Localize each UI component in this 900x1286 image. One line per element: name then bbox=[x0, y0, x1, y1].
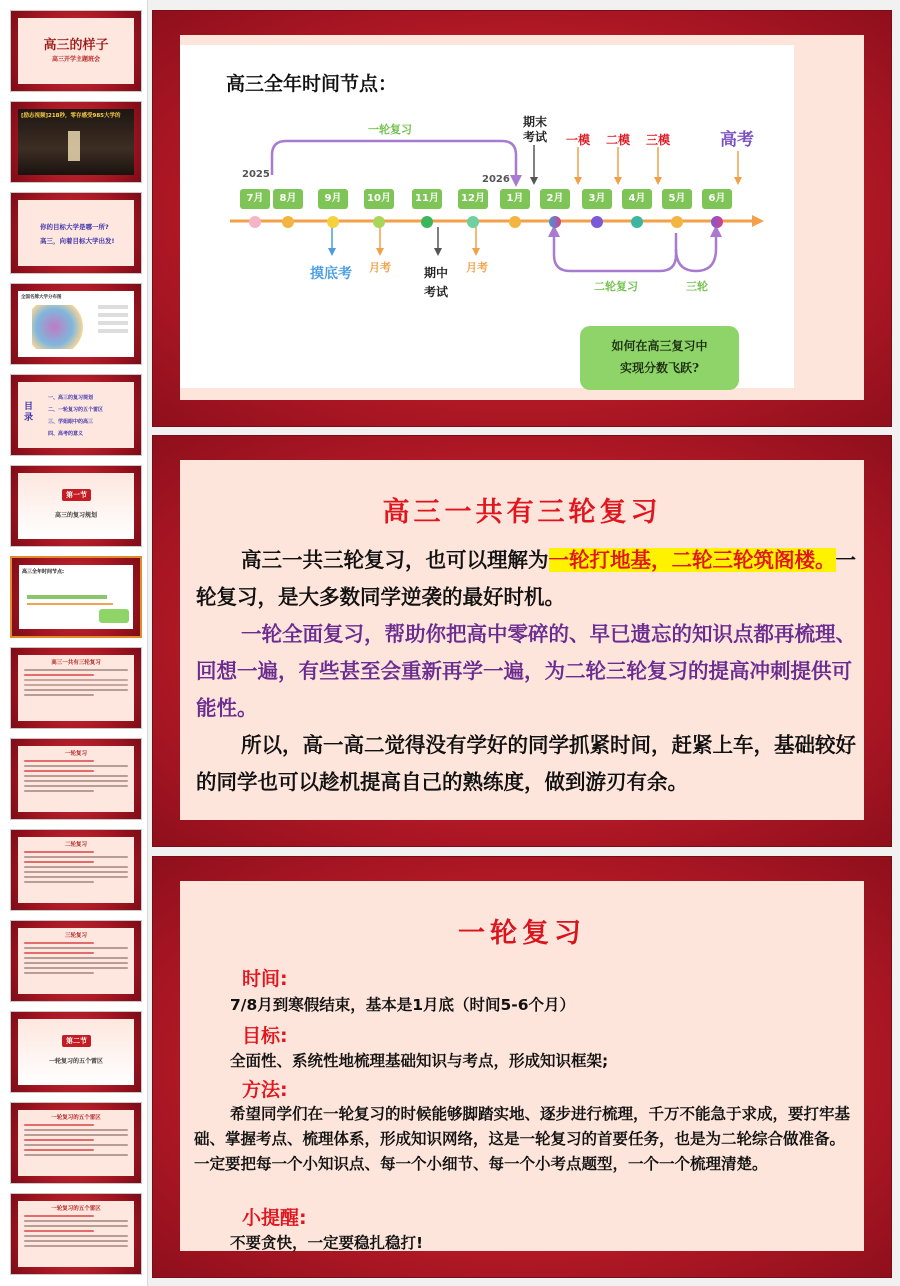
timeline-dot bbox=[373, 216, 385, 228]
timeline-dot bbox=[509, 216, 521, 228]
paragraph-2: 一轮全面复习，帮助你把高中零碎的、早已遗忘的知识点都再梳理、回想一遍，有些甚至会重新再学一遍，为二轮三轮复习的提高冲刺提供可能性。 bbox=[196, 622, 856, 720]
year-start-label: 2025 bbox=[242, 169, 270, 180]
slide-thumbnail-14[interactable] bbox=[10, 1193, 142, 1275]
thumb-caption: 一轮复习的五个雷区 bbox=[51, 1115, 101, 1121]
china-map-image bbox=[32, 305, 88, 349]
thumb-caption: 高三一共有三轮复习 bbox=[51, 660, 101, 666]
thumb-caption: 一轮复习的五个雷区 bbox=[51, 1206, 101, 1212]
paragraph-1 bbox=[196, 542, 860, 616]
final-exam-label: 期末 考试 bbox=[523, 115, 548, 144]
month-box: 2月 bbox=[540, 189, 570, 209]
thumb-subtitle: 高三开学主题班会 bbox=[51, 56, 100, 63]
slide-thumbnail-2[interactable] bbox=[10, 101, 142, 183]
round2-label: 二轮复习 bbox=[594, 280, 638, 293]
thumb-caption: 一轮复习 bbox=[64, 751, 87, 757]
timeline-dot bbox=[282, 216, 294, 228]
timeline-dot bbox=[671, 216, 683, 228]
round2-bracket bbox=[554, 233, 676, 271]
midterm-exam-label: 期中 考试 bbox=[424, 266, 449, 299]
timeline-dot bbox=[421, 216, 433, 228]
month-box: 11月 bbox=[412, 189, 442, 209]
year-mid-label: 2026 bbox=[482, 174, 510, 185]
timeline-dot bbox=[631, 216, 643, 228]
slide-heading: 一轮复习 bbox=[458, 918, 586, 949]
slide-thumbnail-1[interactable] bbox=[10, 10, 142, 92]
monthly-exam-2-label: 月考 bbox=[466, 261, 488, 274]
thumb-section-badge: 第二节 bbox=[62, 1035, 91, 1047]
method-label: 方法: bbox=[242, 1079, 288, 1101]
thumb-title: 高三的样子 bbox=[43, 38, 109, 53]
time-text: 7/8月到寒假结束，基本是1月底（时间5-6个月） bbox=[230, 996, 576, 1014]
slide-thumbnail-5[interactable] bbox=[10, 374, 142, 456]
slide-thumbnail-3[interactable] bbox=[10, 192, 142, 274]
slide-thumbnail-panel bbox=[0, 0, 148, 1286]
slide-thumbnail-12[interactable] bbox=[10, 1011, 142, 1093]
slide-thumbnail-11[interactable] bbox=[10, 920, 142, 1002]
mock2-label: 二模 bbox=[606, 133, 631, 147]
slide-thumbnail-9[interactable] bbox=[10, 738, 142, 820]
timeline-title: 高三全年时间节点： bbox=[226, 73, 398, 95]
thumb-caption: 二轮复习 bbox=[64, 842, 87, 848]
thumb-toc-item: 四、高考的意义 bbox=[48, 431, 84, 437]
callout-text: 如何在高三复习中 实现分数飞跃? bbox=[611, 339, 708, 375]
slide-thumbnail-8[interactable] bbox=[10, 647, 142, 729]
timeline-arrowhead bbox=[752, 215, 764, 227]
thumb-toc-label: 目录 bbox=[24, 402, 34, 423]
slide-thumbnail-7-active[interactable] bbox=[10, 556, 142, 638]
method-text: 希望同学们在一轮复习的时候能够脚踏实地、逐步进行梳理，千万不能急于求成，要打牢基础、掌握考点、梳理体系，形成知识网络，这是一轮复习的首要任务，也是为二轮综合做准备。一定要把每一个小知识点、每一个小细节、每一个小考点题型，一个一个梳理清楚。 bbox=[194, 1105, 851, 1173]
thumb-section-text: 一轮复习的五个雷区 bbox=[48, 1058, 103, 1065]
tip-text: 不要贪快，一定要稳扎稳打! bbox=[230, 1234, 424, 1252]
timeline-dot bbox=[711, 216, 723, 228]
paragraph-1-text-end: 一轮复习，是大多数同学逆袭的最好时机。 bbox=[196, 548, 856, 609]
mock3-label: 三模 bbox=[646, 133, 671, 147]
placement-exam-label: 摸底考 bbox=[310, 266, 352, 282]
month-box: 12月 bbox=[458, 189, 488, 209]
tip-label: 小提醒: bbox=[242, 1207, 307, 1229]
time-label: 时间: bbox=[242, 968, 288, 990]
thumb-section-badge: 第一节 bbox=[62, 489, 91, 501]
paragraph-1-text: 高三一共三轮复习，也可以理解为 bbox=[241, 548, 549, 572]
thumb-line2: 高三，向着目标大学出发! bbox=[40, 237, 115, 245]
month-box: 9月 bbox=[318, 189, 348, 209]
timeline-dot bbox=[327, 216, 339, 228]
month-box: 4月 bbox=[622, 189, 652, 209]
timeline-image bbox=[180, 45, 794, 388]
mock1-label: 一模 bbox=[566, 133, 591, 147]
highlighted-text: 一轮打地基，二轮三轮筑阁楼。 bbox=[548, 548, 836, 572]
slide-three-rounds bbox=[152, 435, 892, 847]
slide-panel bbox=[180, 460, 864, 820]
round1-label: 一轮复习 bbox=[368, 123, 412, 136]
month-box: 7月 bbox=[240, 189, 270, 209]
monthly-exam-1-label: 月考 bbox=[369, 261, 391, 274]
slide-thumbnail-6[interactable] bbox=[10, 465, 142, 547]
month-box: 8月 bbox=[273, 189, 303, 209]
gaokao-label: 高考 bbox=[720, 130, 754, 150]
slide-heading: 高三一共有三轮复习 bbox=[382, 497, 662, 528]
timeline-dot bbox=[591, 216, 603, 228]
slide-thumbnail-4[interactable] bbox=[10, 283, 142, 365]
thumb-section-text: 高三的复习规划 bbox=[54, 512, 97, 519]
paragraph-3: 所以，高一高二觉得没有学好的同学抓紧时间，赶紧上车，基础较好的同学也可以趁机提高自己的熟练度，做到游刃有余。 bbox=[196, 733, 856, 794]
slide-body bbox=[196, 542, 860, 801]
goal-label: 目标: bbox=[242, 1025, 288, 1047]
callout-box bbox=[580, 326, 739, 390]
month-box: 5月 bbox=[662, 189, 692, 209]
thumb-caption: 三轮复习 bbox=[64, 933, 87, 939]
goal-text: 全面性、系统性地梳理基础知识与考点，形成知识框架; bbox=[230, 1052, 609, 1070]
month-box: 10月 bbox=[364, 189, 394, 209]
thumb-line1: 你的目标大学是哪一所? bbox=[40, 223, 109, 231]
round1-bracket bbox=[272, 141, 516, 175]
thumb-toc-item: 一、高三的复习规划 bbox=[48, 395, 94, 401]
slide-round-one bbox=[152, 856, 892, 1278]
slide-thumbnail-10[interactable] bbox=[10, 829, 142, 911]
slide-thumbnail-13[interactable] bbox=[10, 1102, 142, 1184]
thumb-caption: 全国名牌大学分布图 bbox=[21, 295, 62, 300]
month-box: 3月 bbox=[582, 189, 612, 209]
thumb-caption: 高三全年时间节点: bbox=[22, 569, 65, 575]
thumb-toc-item: 二、一轮复习的五个雷区 bbox=[48, 407, 104, 413]
timeline-dot bbox=[249, 216, 261, 228]
thumb-toc-item: 三、学姐眼中的高三 bbox=[48, 419, 94, 425]
round3-bracket bbox=[676, 233, 716, 271]
timeline-dot bbox=[549, 216, 561, 228]
round3-label: 三轮 bbox=[686, 280, 708, 293]
month-box: 6月 bbox=[702, 189, 732, 209]
month-box: 1月 bbox=[500, 189, 530, 209]
slide-panel bbox=[180, 881, 864, 1251]
doorway-light-image bbox=[68, 131, 80, 161]
thumb-caption: [励志视频]218秒，零存感受985大学的 bbox=[21, 113, 121, 119]
timeline-dot bbox=[467, 216, 479, 228]
